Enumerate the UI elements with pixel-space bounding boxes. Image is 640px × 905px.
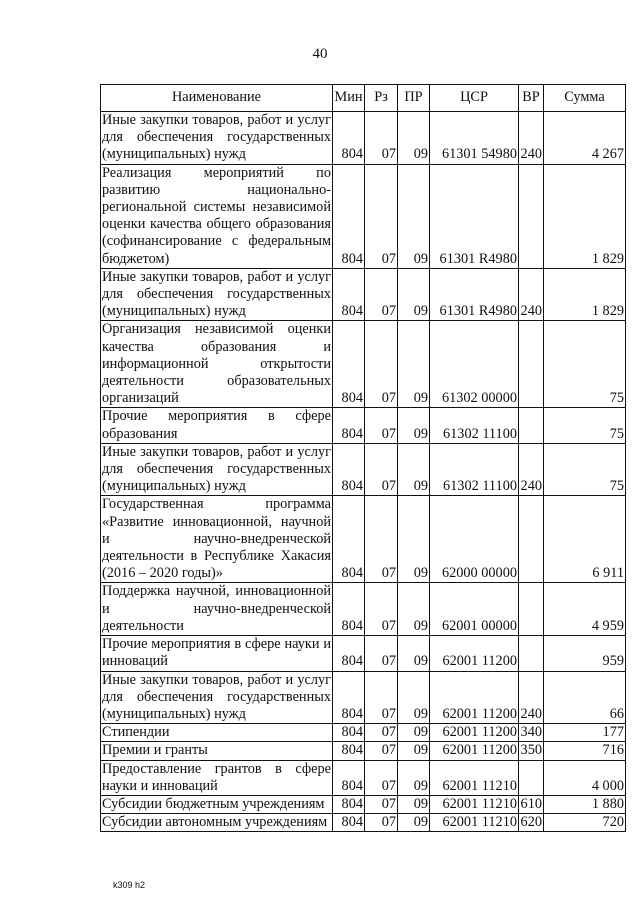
cell-csr: 62000 00000 (430, 496, 519, 583)
cell-csr: 62001 11200 (430, 671, 519, 724)
cell-csr: 61302 11100 (430, 408, 519, 443)
cell-vr (519, 164, 544, 268)
cell-sum: 716 (544, 742, 626, 760)
cell-vr (519, 496, 544, 583)
cell-min: 804 (333, 636, 365, 671)
table-row (101, 583, 626, 636)
cell-name: Субсидии бюджетным учреждениям (101, 795, 333, 813)
cell-min: 804 (333, 112, 365, 165)
cell-csr: 62001 11200 (430, 636, 519, 671)
page-number: 40 (312, 46, 328, 62)
table-row (101, 814, 626, 832)
cell-rz: 07 (365, 636, 398, 671)
cell-min: 804 (333, 268, 365, 321)
table-row (101, 760, 626, 795)
cell-rz: 07 (365, 443, 398, 496)
budget-table (100, 84, 626, 832)
cell-name: Субсидии автономным учреждениям (101, 814, 333, 832)
cell-vr: 620 (519, 814, 544, 832)
cell-sum: 177 (544, 724, 626, 742)
cell-min: 804 (333, 408, 365, 443)
cell-name: Иные закупки товаров, работ и услуг для обеспечения государственных (муниципальных) нужд (102, 443, 331, 495)
cell-sum: 1 880 (544, 795, 626, 813)
cell-pr: 09 (398, 268, 430, 321)
cell-sum: 75 (544, 321, 626, 408)
cell-rz: 07 (365, 321, 398, 408)
cell-vr: 340 (519, 724, 544, 742)
cell-name: Реализация мероприятий по развитию национально-региональной системы независимой оценки качества общего образования (софинансирование с федеральным бюджетом) (102, 164, 331, 267)
cell-rz: 07 (365, 724, 398, 742)
cell-csr: 61302 11100 (430, 443, 519, 496)
cell-min: 804 (333, 760, 365, 795)
cell-sum: 75 (544, 408, 626, 443)
cell-pr: 09 (398, 321, 430, 408)
cell-min: 804 (333, 795, 365, 813)
cell-csr: 62001 11210 (430, 760, 519, 795)
cell-name: Иные закупки товаров, работ и услуг для обеспечения государственных (муниципальных) нужд (102, 112, 331, 163)
cell-min: 804 (333, 583, 365, 636)
cell-pr: 09 (398, 671, 430, 724)
cell-sum: 4 959 (544, 583, 626, 636)
cell-sum: 4 000 (544, 760, 626, 795)
header-row (101, 85, 626, 112)
cell-csr: 61301 R4980 (430, 268, 519, 321)
cell-rz: 07 (365, 164, 398, 268)
table-row (101, 496, 626, 583)
table-row (101, 164, 626, 268)
cell-csr: 62001 11200 (430, 724, 519, 742)
cell-vr (519, 636, 544, 671)
cell-pr: 09 (398, 742, 430, 760)
table-row (101, 636, 626, 671)
cell-min: 804 (333, 496, 365, 583)
cell-vr: 610 (519, 795, 544, 813)
cell-pr: 09 (398, 814, 430, 832)
cell-vr (519, 583, 544, 636)
cell-pr: 09 (398, 760, 430, 795)
cell-rz: 07 (365, 795, 398, 813)
header-min: Мин (333, 85, 365, 112)
cell-vr (519, 321, 544, 408)
cell-vr (519, 760, 544, 795)
cell-min: 804 (333, 164, 365, 268)
table-row (101, 321, 626, 408)
cell-name: Поддержка научной, инновационной и научно-внедренческой деятельности (102, 583, 331, 634)
cell-name: Иные закупки товаров, работ и услуг для обеспечения государственных (муниципальных) нужд (102, 671, 331, 722)
cell-pr: 09 (398, 164, 430, 268)
cell-name: Стипендии (101, 724, 333, 742)
cell-min: 804 (333, 321, 365, 408)
cell-rz: 07 (365, 496, 398, 583)
cell-pr: 09 (398, 795, 430, 813)
cell-vr (519, 408, 544, 443)
table-row (101, 795, 626, 813)
cell-csr: 62001 11210 (430, 795, 519, 813)
cell-sum: 6 911 (544, 496, 626, 583)
cell-sum: 720 (544, 814, 626, 832)
table-row (101, 112, 626, 165)
cell-vr: 350 (519, 742, 544, 760)
cell-sum: 4 267 (544, 112, 626, 165)
cell-pr: 09 (398, 408, 430, 443)
cell-sum: 1 829 (544, 164, 626, 268)
cell-name: Организация независимой оценки качества образования и информационной открытости деятельности образовательных организаций (102, 321, 331, 407)
cell-csr: 62001 11210 (430, 814, 519, 832)
cell-vr: 240 (519, 112, 544, 165)
cell-pr: 09 (398, 496, 430, 583)
cell-sum: 959 (544, 636, 626, 671)
cell-name: Государственная программа «Развитие инновационной, научной и научно-внедренческой деятельности в Республике Хакасия (2016 – 2020 годы)» (102, 496, 331, 582)
table-row (101, 408, 626, 443)
cell-csr: 61301 R4980 (430, 164, 519, 268)
cell-csr: 61301 54980 (430, 112, 519, 165)
header-csr: ЦСР (430, 85, 519, 112)
header-vr: ВР (519, 85, 544, 112)
table-row (101, 742, 626, 760)
cell-name: Иные закупки товаров, работ и услуг для обеспечения государственных (муниципальных) нужд (102, 268, 331, 320)
header-name: Наименование (101, 85, 333, 112)
cell-pr: 09 (398, 443, 430, 496)
cell-rz: 07 (365, 112, 398, 165)
cell-pr: 09 (398, 583, 430, 636)
cell-vr: 240 (519, 443, 544, 496)
cell-rz: 07 (365, 268, 398, 321)
cell-name: Премии и гранты (101, 742, 333, 760)
cell-vr: 240 (519, 268, 544, 321)
table-body (101, 112, 626, 832)
cell-rz: 07 (365, 814, 398, 832)
cell-min: 804 (333, 742, 365, 760)
cell-csr: 62001 11200 (430, 742, 519, 760)
cell-pr: 09 (398, 112, 430, 165)
cell-sum: 1 829 (544, 268, 626, 321)
cell-name: Прочие мероприятия в сфере образования (102, 408, 331, 442)
cell-rz: 07 (365, 671, 398, 724)
cell-pr: 09 (398, 724, 430, 742)
cell-sum: 75 (544, 443, 626, 496)
table-row (101, 268, 626, 321)
cell-min: 804 (333, 814, 365, 832)
table-row (101, 724, 626, 742)
cell-sum: 66 (544, 671, 626, 724)
cell-rz: 07 (365, 408, 398, 443)
footer-code: k309 h2 (113, 880, 146, 890)
cell-csr: 62001 00000 (430, 583, 519, 636)
cell-min: 804 (333, 724, 365, 742)
cell-name: Предоставление грантов в сфере науки и инноваций (102, 760, 331, 794)
cell-rz: 07 (365, 742, 398, 760)
cell-vr: 240 (519, 671, 544, 724)
cell-min: 804 (333, 671, 365, 724)
cell-name: Прочие мероприятия в сфере науки и инноваций (102, 636, 331, 670)
table-row (101, 671, 626, 724)
cell-csr: 61302 00000 (430, 321, 519, 408)
header-rz: Рз (365, 85, 398, 112)
cell-pr: 09 (398, 636, 430, 671)
header-sum: Сумма (544, 85, 626, 112)
header-pr: ПР (398, 85, 430, 112)
cell-rz: 07 (365, 760, 398, 795)
cell-min: 804 (333, 443, 365, 496)
table-row (101, 443, 626, 496)
cell-rz: 07 (365, 583, 398, 636)
